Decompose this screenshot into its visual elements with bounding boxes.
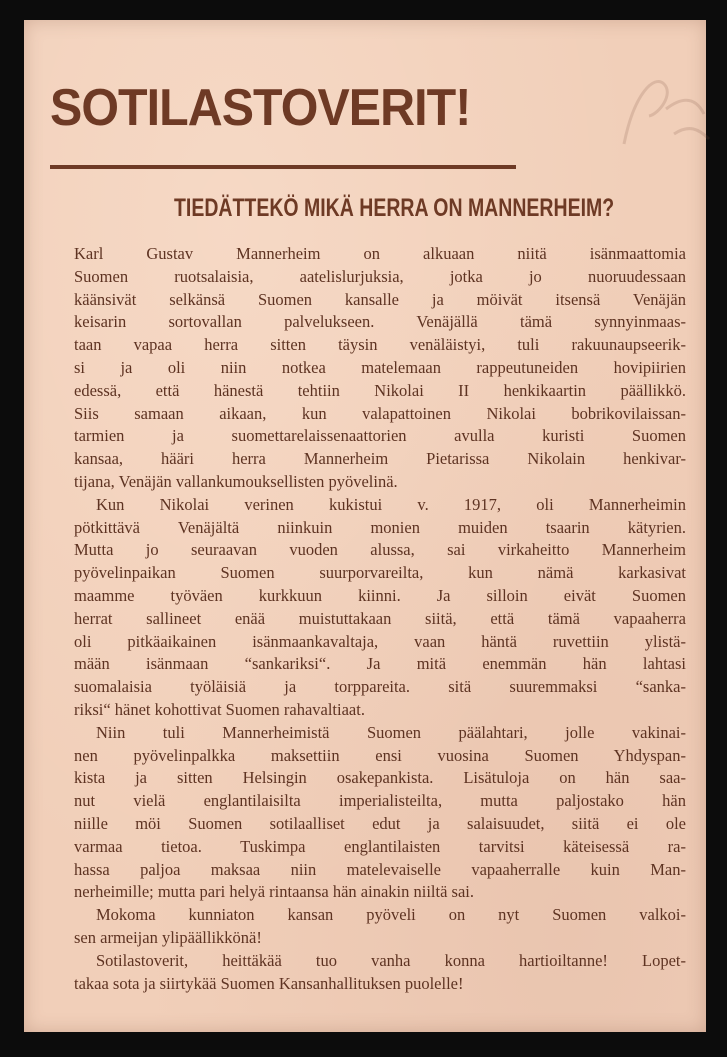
text-line: suomalaisia työläisiä ja torppareita. sitä suuremmaksi “sanka-: [74, 677, 686, 697]
text-line: pötkittävä Venäjältä niinkuin monien muiden tsaarin kätyrien.: [74, 517, 686, 537]
text-line: nerheimille; mutta pari helyä rintaansa hän ainakin niiltä sai.: [74, 882, 474, 902]
text-line: oli pitkäaikainen isänmaankavaltaja, vaan häntä ruvettiin ylistä-: [74, 631, 686, 651]
paragraph: [74, 243, 686, 494]
text-line: niille möi Suomen sotilaalliset edut ja salaisuudet, siitä ei ole: [74, 813, 686, 833]
text-line: kista ja sitten Helsingin osakepankista. Lisätuloja on hän saa-: [74, 768, 686, 788]
text-line: keisarin sortovallan palvelukseen. Venäjällä tämä synnyinmaas-: [74, 312, 686, 332]
text-line: varmaa tietoa. Tuskimpa englantilaisten tarvitsi käteisessä ra-: [74, 836, 686, 856]
text-line: taan vapaa herra sitten täysin venäläistyi, tuli rakuunaupseerik-: [74, 335, 686, 355]
text-line: kansaa, hääri herra Mannerheim Pietarissa Nikolain henkivar-: [74, 449, 686, 469]
text-line: mään isänmaan “sankariksi“. Ja mitä enemmän hän lahtasi: [74, 654, 686, 674]
text-line: Kun Nikolai verinen kukistui v. 1917, oli Mannerheimin: [96, 494, 686, 514]
text-line: Suomen ruotsalaisia, aatelislurjuksia, jotka jo nuoruudessaan: [74, 266, 686, 286]
text-line: maamme työväen kurkkuun kiinni. Ja silloin eivät Suomen: [74, 585, 686, 605]
text-line: hassa paljoa maksaa niin matelevaiselle vapaaherralle kuin Man-: [74, 859, 686, 879]
subheadline: TIEDÄTTEKÖ MIKÄ HERRA ON MANNERHEIM?: [174, 194, 615, 222]
text-line: nut vielä englantilaisilta imperialisteilta, mutta paljostako hän: [74, 791, 686, 811]
paragraph: [74, 904, 686, 950]
text-line: Karl Gustav Mannerheim on alkuaan niitä isänmaattomia: [74, 244, 686, 263]
text-line: si ja oli niin notkea matelemaan rappeutuneiden hovipiirien: [74, 357, 686, 377]
text-line: tarmien ja suomettarelaissenaattorien avulla kuristi Suomen: [74, 426, 686, 446]
text-line: käänsivät selkänsä Suomen kansalle ja möivät itsensä Venäjän: [74, 289, 686, 309]
text-line: takaa sota ja siirtykää Suomen Kansanhallituksen puolelle!: [74, 973, 464, 993]
text-line: herrat sallineet enää muistuttakaan siitä, että tämä vapaaherra: [74, 608, 686, 628]
text-line: pyövelinpaikan Suomen suurporvareilta, kun nämä karkasivat: [74, 563, 686, 583]
text-line: nen pyövelinpalkka maksettiin ensi vuosina Suomen Yhdyspan-: [74, 745, 686, 765]
text-line: edessä, että hänestä tehtiin Nikolai II henkikaartin päällikkö.: [74, 380, 686, 400]
text-line: Mutta jo seuraavan vuoden alussa, sai virkaheitto Mannerheim: [74, 540, 686, 560]
text-line: sen armeijan ylipäällikkönä!: [74, 927, 262, 947]
text-line: Niin tuli Mannerheimistä Suomen päälahtari, jolle vakinai-: [96, 722, 686, 742]
body-text: [74, 243, 686, 995]
text-line: tijana, Venäjän vallankumouksellisten pyövelinä.: [74, 471, 398, 491]
headline: SOTILASTOVERIT!: [50, 79, 471, 137]
text-line: riksi“ hänet kohottivat Suomen rahavaltiaat.: [74, 699, 365, 719]
text-line: Siis samaan aikaan, kun valapattoinen Nikolai bobrikovilaissan-: [74, 403, 686, 423]
text-line: Mokoma kunniaton kansan pyöveli on nyt Suomen valkoi-: [96, 905, 686, 925]
faint-handwriting-mark: [604, 54, 724, 164]
paragraph: [74, 950, 686, 996]
paragraph: [74, 722, 686, 904]
paper-sheet: [24, 20, 706, 1032]
paragraph: [74, 494, 686, 722]
headline-underline: [50, 165, 516, 169]
text-line: Sotilastoverit, heittäkää tuo vanha konna hartioiltanne! Lopet-: [96, 950, 686, 970]
